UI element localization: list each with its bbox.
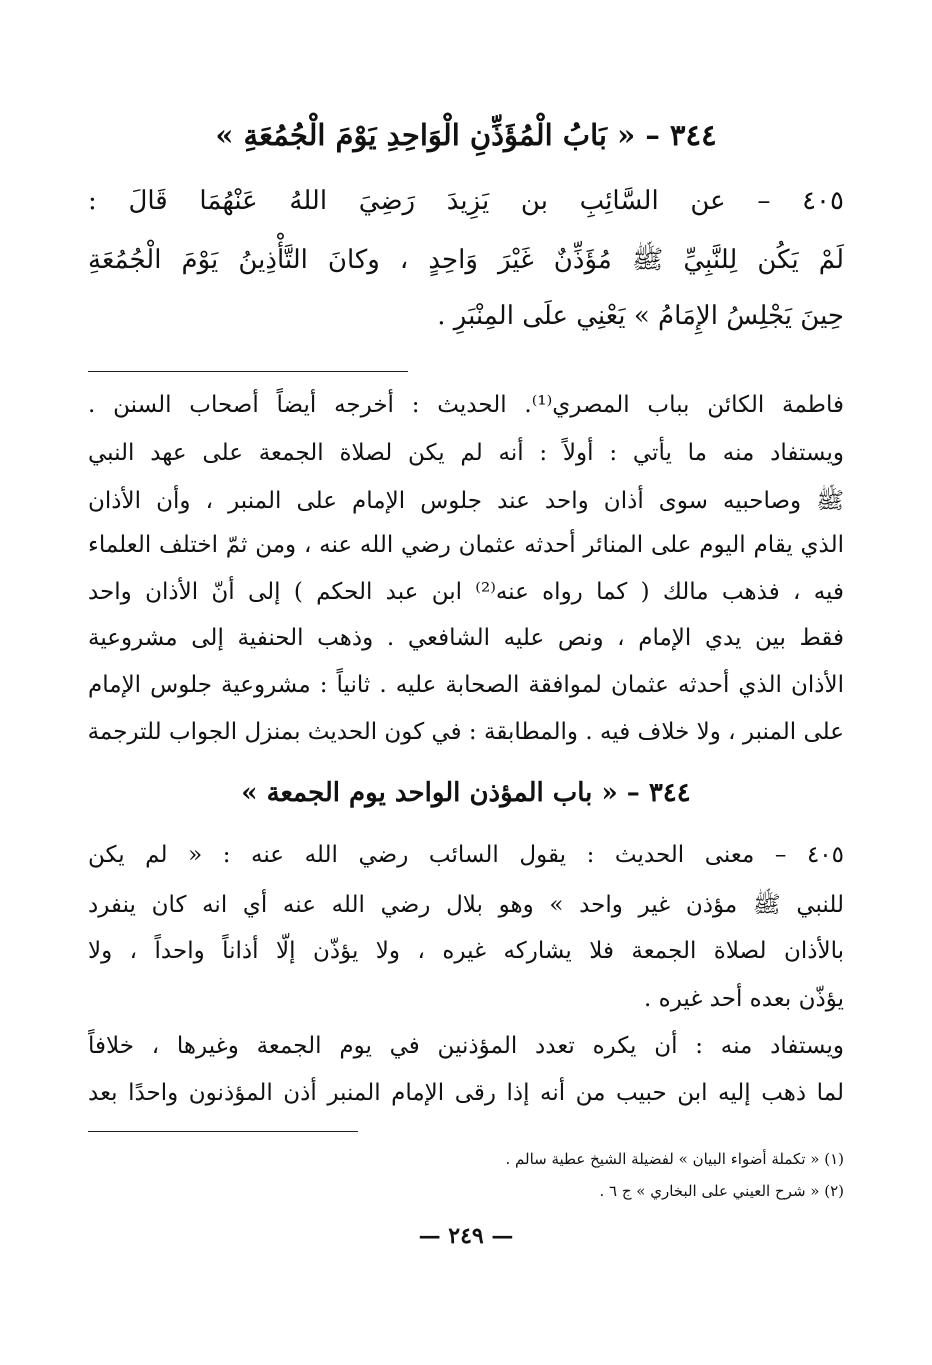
commentary-line: فيه ، فذهب مالك ( كما رواه عنه⁽²⁾ ابن عبد الحكم ) إلى أنّ الأذان واحد bbox=[88, 579, 844, 605]
page-number: — ٢٤٩ — bbox=[418, 1223, 514, 1249]
hadith-line: ٤٠٥ – عن السَّائِبِ بن يَزِيدَ رَضِيَ اللهُ عَنْهُمَا قَالَ : bbox=[88, 186, 844, 216]
chapter-heading: ٣٤٤ – « بَابُ الْمُؤَذِّنِ الْوَاحِدِ يَوْمَ الْجُمُعَةِ » bbox=[215, 118, 717, 152]
commentary-line: فقط بين يدي الإمام ، ونص عليه الشافعي . وذهب الحنفية إلى مشروعية bbox=[88, 625, 844, 651]
hadith-line: لَمْ يَكُن لِلنَّبِيِّ ﷺ مُؤَذِّنٌ غَيْرَ وَاحِدٍ ، وكانَ التَّأْذِينُ يَوْمَ الْجُمُعَةِ bbox=[88, 245, 844, 275]
meaning-line: ٤٠٥ – معنى الحديث : يقول السائب رضي الله عنه : « لم يكن bbox=[88, 842, 844, 868]
commentary-line: الأذان الذي أحدثه عثمان لموافقة الصحابة عليه . ثانياً : مشروعية جلوس الإمام bbox=[88, 672, 844, 698]
footnote-2: (٢) « شرح العيني على البخاري » ج ٦ . bbox=[599, 1182, 844, 1200]
benefit-line: لما ذهب إليه ابن حبيب من أنه إذا رقى الإمام المنبر أذن المؤذنون واحدًا بعد bbox=[88, 1080, 844, 1106]
commentary-line: فاطمة الكائن بباب المصري⁽¹⁾. الحديث : أخرجه أيضاً أصحاب السنن . bbox=[88, 392, 844, 418]
meaning-line: يؤذّن بعده أحد غيره . bbox=[644, 986, 844, 1012]
commentary-line: الذي يقام اليوم على المنائر أحدثه عثمان رضي الله عنه ، ومن ثمّ اختلف العلماء bbox=[88, 532, 844, 558]
book-page bbox=[88, 0, 844, 1365]
commentary-line: ويستفاد منه ما يأتي : أولاً : أنه لم يكن لصلاة الجمعة على عهد النبي bbox=[88, 440, 844, 466]
footnote-divider bbox=[88, 1131, 358, 1132]
benefit-line: ويستفاد منه : أن يكره تعدد المؤذنين في يوم الجمعة وغيرها ، خلافاً bbox=[88, 1033, 844, 1059]
upper-divider bbox=[88, 371, 408, 372]
section-heading: ٣٤٤ – « باب المؤذن الواحد يوم الجمعة » bbox=[241, 778, 691, 808]
footnote-1: (١) « تكملة أضواء البيان » لفضيلة الشيخ عطية سالم . bbox=[505, 1150, 844, 1168]
commentary-line: على المنبر ، ولا خلاف فيه . والمطابقة : في كون الحديث بمنزل الجواب للترجمة bbox=[87, 719, 844, 745]
meaning-line: للنبي ﷺ مؤذن غير واحد » وهو بلال رضي الله عنه أي انه كان ينفرد bbox=[88, 892, 844, 918]
commentary-line: ﷺ وصاحبيه سوى أذان واحد عند جلوس الإمام على المنبر ، وأن الأذان bbox=[88, 488, 844, 514]
hadith-line: حِينَ يَجْلِسُ الإِمَامُ » يَعْنِي علَى المِنْبَرِ . bbox=[437, 301, 844, 331]
meaning-line: بالأذان لصلاة الجمعة فلا يشاركه غيره ، ولا يؤذّن إلّا أذاناً واحداً ، ولا bbox=[88, 938, 844, 964]
